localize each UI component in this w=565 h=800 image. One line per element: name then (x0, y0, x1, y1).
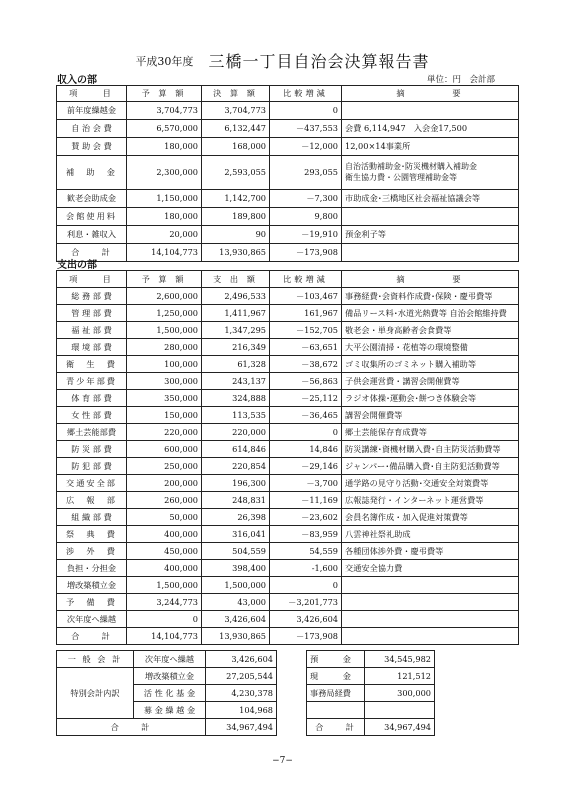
balance-row-value: 300,000 (365, 685, 435, 702)
row-note: 会費 6,114,947 入会金17,500 (342, 120, 519, 138)
row-note: 敬老会・単身高齢者会食費等 (342, 322, 519, 339)
balance-row (307, 668, 435, 685)
row-actual-value: 1,142,700 (202, 190, 270, 208)
balance-total-label: 合 計 (307, 719, 365, 736)
row-item-label: 管 理 部 費 (57, 305, 127, 322)
row-budget-value: 220,000 (127, 424, 202, 441)
row-actual-value: 1,347,295 (202, 322, 270, 339)
special-account-label: 特別会計内訳 (57, 668, 134, 719)
row-item-label: 自 治 会 費 (57, 120, 127, 138)
table-row (57, 102, 519, 120)
balance-row-value: 121,512 (365, 668, 435, 685)
balance-table (306, 650, 435, 736)
row-note: 八雲神社祭礼助成 (342, 526, 519, 543)
summary-total-value: 34,967,494 (206, 719, 277, 736)
balance-row (307, 651, 435, 668)
row-item-label: 祭 典 費 (57, 526, 127, 543)
row-budget-value: 6,570,000 (127, 120, 202, 138)
row-diff-value: －437,553 (270, 120, 342, 138)
row-diff-value: 0 (270, 102, 342, 120)
row-diff-value: 3,426,604 (270, 611, 342, 628)
balance-row-name: 預 金 (307, 651, 365, 668)
row-actual-value: 220,854 (202, 458, 270, 475)
col-diff: 比較増減 (270, 271, 342, 288)
row-note (342, 156, 519, 190)
row-diff-value: －11,169 (270, 492, 342, 509)
col-actual: 支 出 額 (202, 271, 270, 288)
row-actual-value: 504,559 (202, 543, 270, 560)
row-diff-value: －36,465 (270, 407, 342, 424)
balance-total-row (307, 719, 435, 736)
row-note (342, 611, 519, 628)
row-item-label: 増改築積立金 (57, 577, 127, 594)
balance-row-name (307, 702, 365, 719)
table-row (57, 577, 519, 594)
row-item-label: 歓老会助成金 (57, 190, 127, 208)
row-note: 広報誌発行・インターネット運営費等 (342, 492, 519, 509)
col-budget: 予 算 額 (127, 271, 202, 288)
row-actual-value: 3,426,604 (202, 611, 270, 628)
row-item-label: 予 備 費 (57, 594, 127, 611)
row-budget-value: 2,600,000 (127, 288, 202, 305)
row-actual-value: 26,398 (202, 509, 270, 526)
row-budget-value: 1,500,000 (127, 577, 202, 594)
table-row (57, 594, 519, 611)
row-item-label: 会館使用料 (57, 208, 127, 226)
row-note: 通学路の見守り活動･交通安全対策費等 (342, 475, 519, 492)
table-row (57, 441, 519, 458)
row-actual-value: 316,041 (202, 526, 270, 543)
row-note: 郷土芸能保存育成費等 (342, 424, 519, 441)
summary-row-name: 募 金 繰 越 金 (134, 702, 206, 719)
row-actual-value: 2,593,055 (202, 156, 270, 190)
row-item-label: 体 育 部 費 (57, 390, 127, 407)
row-diff-value: 0 (270, 577, 342, 594)
table-row (57, 373, 519, 390)
balance-row-value: 34,545,982 (365, 651, 435, 668)
report-title (0, 49, 565, 72)
row-note: 事務経費･会資料作成費･保険・慶弔費等 (342, 288, 519, 305)
row-budget-value: 200,000 (127, 475, 202, 492)
row-item-label: 青少年部費 (57, 373, 127, 390)
table-row (57, 156, 519, 190)
row-budget-value: 450,000 (127, 543, 202, 560)
table-row (57, 390, 519, 407)
row-note: ゴミ収集所のゴミネット購入補助等 (342, 356, 519, 373)
row-item-label: 防 災 部 費 (57, 441, 127, 458)
table-row (57, 458, 519, 475)
balance-row-name: 事務局経費 (307, 685, 365, 702)
row-budget-value: 600,000 (127, 441, 202, 458)
table-row (57, 424, 519, 441)
total-note (342, 628, 519, 645)
balance-total-value: 34,967,494 (365, 719, 435, 736)
total-label: 合 計 (57, 244, 127, 262)
row-note (342, 594, 519, 611)
summary-row-value: 104,968 (206, 702, 277, 719)
fiscal-year: 平成30年度 (135, 55, 194, 68)
row-note (342, 577, 519, 594)
row-diff-value: －3,201,773 (270, 594, 342, 611)
row-actual-value: 3,704,773 (202, 102, 270, 120)
total-label: 合 計 (57, 628, 127, 645)
row-item-label: 交通安全部 (57, 475, 127, 492)
report-heading: 三橋一丁目自治会決算報告書 (208, 52, 430, 71)
table-row (57, 492, 519, 509)
row-item-label: 利息・雑収入 (57, 226, 127, 244)
row-diff-value: 14,846 (270, 441, 342, 458)
table-row (57, 138, 519, 156)
income-header-row (57, 86, 519, 102)
total-diff: －173,908 (270, 628, 342, 645)
row-note: 子供会運営費・講習会開催費等 (342, 373, 519, 390)
row-diff-value: －12,000 (270, 138, 342, 156)
row-actual-value: 1,411,967 (202, 305, 270, 322)
table-row (57, 208, 519, 226)
summary-row-name: 増改築積立金 (134, 668, 206, 685)
summary-row-value: 4,230,378 (206, 685, 277, 702)
row-diff-value: －25,112 (270, 390, 342, 407)
row-actual-value: 243,137 (202, 373, 270, 390)
row-diff-value: －152,705 (270, 322, 342, 339)
row-diff-value: -1,600 (270, 560, 342, 577)
row-item-label: 賛 助 会 費 (57, 138, 127, 156)
table-row (57, 288, 519, 305)
col-actual: 決 算 額 (202, 86, 270, 102)
table-row (57, 339, 519, 356)
row-budget-value: 1,250,000 (127, 305, 202, 322)
row-actual-value: 398,400 (202, 560, 270, 577)
row-actual-value: 196,300 (202, 475, 270, 492)
row-budget-value: 0 (127, 611, 202, 628)
income-section-label: 収入の部 (57, 75, 97, 86)
total-row (57, 244, 519, 262)
row-item-label: 女 性 部 費 (57, 407, 127, 424)
row-actual-value: 248,831 (202, 492, 270, 509)
row-diff-value: －83,959 (270, 526, 342, 543)
total-actual: 13,930,865 (202, 244, 270, 262)
row-actual-value: 189,800 (202, 208, 270, 226)
row-item-label: 総 務 部 費 (57, 288, 127, 305)
unit-label: 単位：円 会計部 (427, 75, 496, 85)
row-actual-value: 90 (202, 226, 270, 244)
total-actual: 13,930,865 (202, 628, 270, 645)
row-budget-value: 20,000 (127, 226, 202, 244)
row-diff-value: 293,055 (270, 156, 342, 190)
table-row (57, 526, 519, 543)
col-item: 項 目 (57, 271, 127, 288)
balance-row-name: 現 金 (307, 668, 365, 685)
total-budget: 14,104,773 (127, 628, 202, 645)
row-diff-value: 54,559 (270, 543, 342, 560)
table-row (57, 356, 519, 373)
general-account-label: 一 般 会 計 (57, 651, 134, 668)
row-item-label: 防 犯 部 費 (57, 458, 127, 475)
row-budget-value: 1,500,000 (127, 322, 202, 339)
row-diff-value: －103,467 (270, 288, 342, 305)
row-item-label: 郷土芸能部費 (57, 424, 127, 441)
row-diff-value: －29,146 (270, 458, 342, 475)
page-number: −7− (272, 756, 293, 766)
row-budget-value: 50,000 (127, 509, 202, 526)
row-diff-value: －38,672 (270, 356, 342, 373)
summary-row-value: 27,205,544 (206, 668, 277, 685)
balance-row-value (365, 702, 435, 719)
table-row (57, 226, 519, 244)
row-diff-value: 0 (270, 424, 342, 441)
row-note: ラジオ体操･運動会･餅つき体験会等 (342, 390, 519, 407)
summary-row-value: 3,426,604 (206, 651, 277, 668)
col-item: 項 目 (57, 86, 127, 102)
row-note: 大平公園清掃・花植等の環境整備 (342, 339, 519, 356)
expense-table (56, 270, 519, 645)
row-diff-value: 161,967 (270, 305, 342, 322)
row-item-label: 衛 生 費 (57, 356, 127, 373)
row-note: ジャンパー･備品購入費･自主防犯活動費等 (342, 458, 519, 475)
row-actual-value: 220,000 (202, 424, 270, 441)
row-budget-value: 250,000 (127, 458, 202, 475)
total-budget: 14,104,773 (127, 244, 202, 262)
row-budget-value: 2,300,000 (127, 156, 202, 190)
row-budget-value: 100,000 (127, 356, 202, 373)
row-note: 備品リース料･水道光熱費等 自治会館維持費 (342, 305, 519, 322)
row-budget-value: 400,000 (127, 526, 202, 543)
row-item-label: 前年度繰越金 (57, 102, 127, 120)
income-table (56, 85, 519, 262)
row-note: 交通安全協力費 (342, 560, 519, 577)
col-diff: 比較増減 (270, 86, 342, 102)
col-note: 摘 要 (342, 86, 519, 102)
expense-section-label: 支出の部 (57, 260, 97, 271)
row-diff-value: －56,863 (270, 373, 342, 390)
row-item-label: 負担・分担金 (57, 560, 127, 577)
row-actual-value: 6,132,447 (202, 120, 270, 138)
row-note-line: 衛生協力費・公園管理補助金等 (345, 172, 457, 182)
summary-row-name: 活 性 化 基 金 (134, 685, 206, 702)
row-note (342, 102, 519, 120)
row-diff-value: 9,800 (270, 208, 342, 226)
row-budget-value: 350,000 (127, 390, 202, 407)
col-note: 摘 要 (342, 271, 519, 288)
row-budget-value: 300,000 (127, 373, 202, 390)
balance-row (307, 685, 435, 702)
row-note: 会員名簿作成・加入促進対策費等 (342, 509, 519, 526)
expense-header-row (57, 271, 519, 288)
row-diff-value: －7,300 (270, 190, 342, 208)
row-note: 市助成金･三橋地区社会福祉協議会等 (342, 190, 519, 208)
table-row (57, 120, 519, 138)
row-note: 12,00×14事業所 (342, 138, 519, 156)
table-row (57, 475, 519, 492)
row-diff-value: －19,910 (270, 226, 342, 244)
table-row (57, 190, 519, 208)
row-budget-value: 180,000 (127, 138, 202, 156)
row-budget-value: 150,000 (127, 407, 202, 424)
row-item-label: 福 祉 部 費 (57, 322, 127, 339)
row-actual-value: 2,496,533 (202, 288, 270, 305)
balance-row (307, 702, 435, 719)
summary-table (56, 650, 277, 736)
row-actual-value: 43,000 (202, 594, 270, 611)
row-note: 講習会開催費等 (342, 407, 519, 424)
summary-row (57, 668, 277, 685)
row-note-line: 自治活動補助金･防災機材購入補助金 (345, 161, 477, 171)
row-item-label: 補 助 金 (57, 156, 127, 190)
row-item-label: 渉 外 費 (57, 543, 127, 560)
row-budget-value: 400,000 (127, 560, 202, 577)
total-diff: －173,908 (270, 244, 342, 262)
row-actual-value: 216,349 (202, 339, 270, 356)
summary-row-name: 次年度へ繰越 (134, 651, 206, 668)
col-budget: 予 算 額 (127, 86, 202, 102)
row-actual-value: 61,328 (202, 356, 270, 373)
table-row (57, 407, 519, 424)
row-actual-value: 324,888 (202, 390, 270, 407)
table-row (57, 305, 519, 322)
row-actual-value: 168,000 (202, 138, 270, 156)
row-note: 預金利子等 (342, 226, 519, 244)
table-row (57, 322, 519, 339)
row-budget-value: 280,000 (127, 339, 202, 356)
row-actual-value: 1,500,000 (202, 577, 270, 594)
row-diff-value: －63,651 (270, 339, 342, 356)
summary-total-row (57, 719, 277, 736)
total-row (57, 628, 519, 645)
row-item-label: 広 報 部 (57, 492, 127, 509)
row-budget-value: 1,150,000 (127, 190, 202, 208)
row-note: 防災講練･資機材購入費･自主防災活動費等 (342, 441, 519, 458)
row-budget-value: 260,000 (127, 492, 202, 509)
row-diff-value: －3,700 (270, 475, 342, 492)
row-diff-value: －23,602 (270, 509, 342, 526)
row-item-label: 組 織 部 費 (57, 509, 127, 526)
row-item-label: 次年度へ繰越 (57, 611, 127, 628)
row-budget-value: 180,000 (127, 208, 202, 226)
row-note (342, 208, 519, 226)
row-actual-value: 113,535 (202, 407, 270, 424)
table-row (57, 509, 519, 526)
row-note: 各種団体渉外費・慶弔費等 (342, 543, 519, 560)
total-note (342, 244, 519, 262)
row-item-label: 環 境 部 費 (57, 339, 127, 356)
summary-total-label: 合 計 (57, 719, 206, 736)
summary-row (57, 651, 277, 668)
table-row (57, 611, 519, 628)
table-row (57, 543, 519, 560)
row-budget-value: 3,244,773 (127, 594, 202, 611)
row-actual-value: 614,846 (202, 441, 270, 458)
row-budget-value: 3,704,773 (127, 102, 202, 120)
table-row (57, 560, 519, 577)
